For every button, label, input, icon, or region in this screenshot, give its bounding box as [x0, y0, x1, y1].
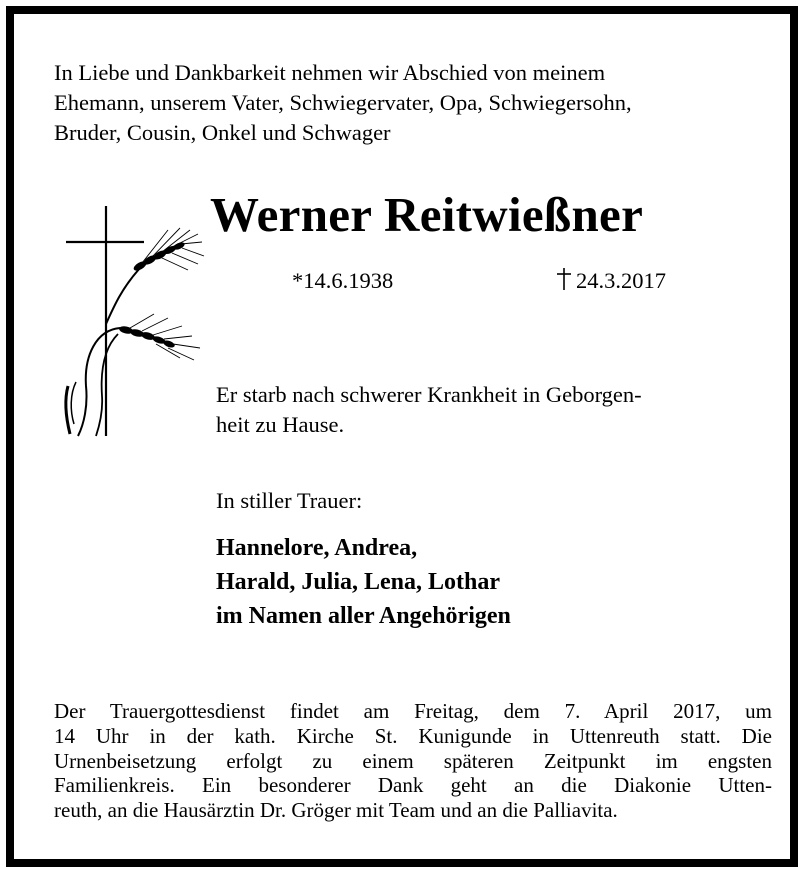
mourner-line: Harald, Julia, Lena, Lothar: [216, 569, 501, 595]
death-date-block: [554, 266, 666, 296]
service-line: Familienkreis. Ein besonderer Dank geht an die Diakonie Utten-: [54, 773, 772, 798]
death-statement: [216, 380, 642, 440]
statement-line: Er starb nach schwerer Krankheit in Geborgen-: [216, 382, 642, 407]
intro-line: Ehemann, unserem Vater, Schwiegervater, Opa, Schwiegersohn,: [54, 90, 632, 115]
intro-line: Bruder, Cousin, Onkel und Schwager: [54, 120, 391, 145]
statement-line: heit zu Hause.: [216, 412, 345, 437]
cross-with-wheat-icon: [56, 206, 206, 441]
service-line: Der Trauergottesdienst findet am Freitag, dem 7. April 2017, um: [54, 699, 772, 723]
obituary-frame: [6, 6, 798, 867]
service-line: 14 Uhr in der kath. Kirche St. Kunigunde in Uttenreuth statt. Die: [54, 723, 772, 748]
deceased-name: Werner Reitwießner: [210, 187, 644, 242]
intro-text: [54, 58, 774, 148]
death-date: 24.3.2017: [576, 268, 666, 293]
service-line: Urnenbeisetzung erfolgt zu einem späteren Zeitpunkt im engsten: [54, 748, 772, 773]
birth-date: *14.6.1938: [292, 268, 394, 293]
dagger-cross-icon: [554, 268, 574, 290]
intro-line: In Liebe und Dankbarkeit nehmen wir Abschied von meinem: [54, 60, 606, 85]
mourner-line: Hannelore, Andrea,: [216, 535, 418, 561]
service-line: reuth, an die Hausärztin Dr. Gröger mit Team und an die Palliavita.: [54, 798, 618, 823]
mourner-line: im Namen aller Angehörigen: [216, 603, 511, 629]
service-information: [54, 699, 772, 823]
mourning-heading: In stiller Trauer:: [216, 488, 363, 513]
mourner-names: [216, 531, 511, 633]
